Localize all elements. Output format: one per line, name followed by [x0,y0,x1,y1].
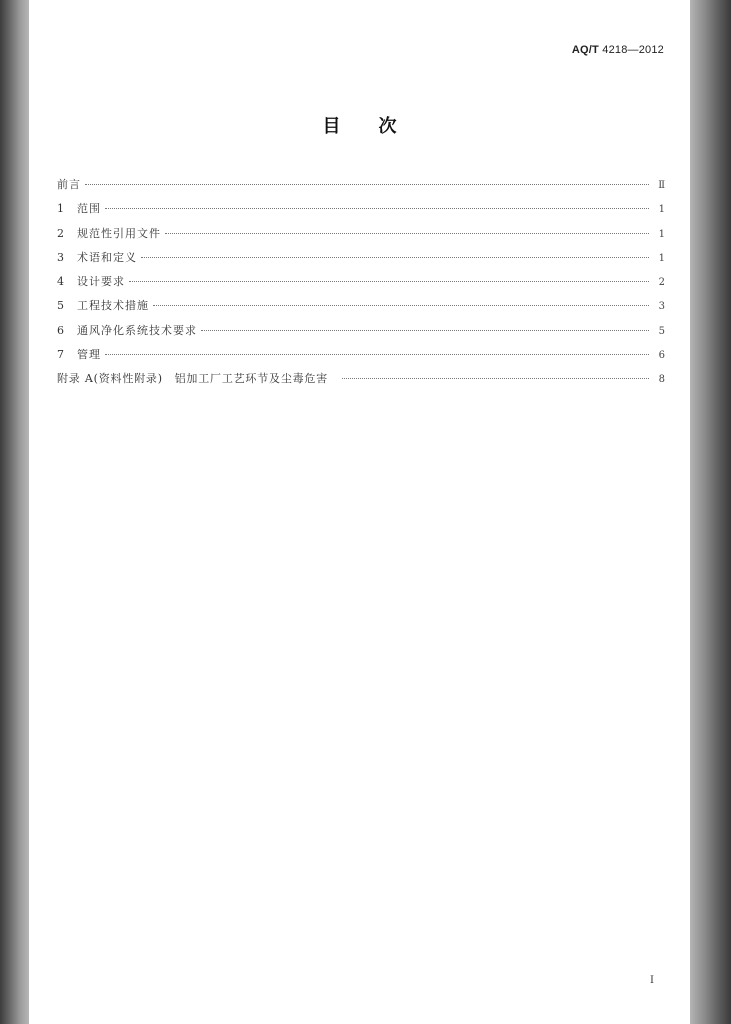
toc-leader-dots [342,378,649,379]
document-page [29,0,690,1024]
toc-entry-number: 2 [57,226,64,240]
toc-leader-dots [105,208,649,209]
toc-leader-dots [201,330,649,331]
toc-entry-label: 附录 A(资料性附录) 铝加工厂工艺环节及尘毒危害 [57,372,329,386]
toc-entry-number: 4 [57,275,64,289]
standard-code [572,44,664,56]
toc-leader-dots [165,233,649,234]
toc-entry-page: 1 [658,228,665,240]
toc-entry-appendix-a[interactable] [57,370,665,394]
toc-entry-page: 1 [658,252,665,264]
toc-entry-label: 工程技术措施 [77,299,149,313]
toc-entry-number: 5 [57,299,64,313]
toc-leader-dots [153,305,649,306]
toc-entry-engineering-measures[interactable] [57,297,665,321]
toc-entry-page: 3 [658,301,665,313]
toc-entry-page: 6 [658,350,665,362]
toc-entry-design-requirements[interactable] [57,273,665,297]
standard-number: 4218—2012 [602,44,664,56]
table-of-contents [57,176,665,395]
toc-entry-number: 1 [57,202,64,216]
toc-entry-label: 前言 [57,178,81,191]
toc-leader-dots [141,257,649,258]
toc-entry-scope[interactable] [57,200,665,224]
toc-entry-normative-references[interactable] [57,225,665,249]
toc-entry-page: 5 [658,325,665,337]
toc-entry-number: 6 [57,323,64,337]
toc-entry-number: 7 [57,348,64,362]
toc-leader-dots [105,354,649,355]
page-title: 目次 [322,116,435,137]
toc-entry-label: 通风净化系统技术要求 [77,323,197,337]
toc-entry-ventilation-requirements[interactable] [57,322,665,346]
toc-entry-terms-definitions[interactable] [57,249,665,273]
toc-entry-preface[interactable] [57,176,665,200]
page-number: Ⅰ [650,975,654,986]
toc-entry-number: 3 [57,250,64,264]
toc-entry-label: 规范性引用文件 [77,226,161,240]
toc-entry-page: 8 [658,374,665,386]
toc-entry-label: 术语和定义 [77,250,137,264]
standard-prefix: AQ/T [571,44,599,56]
toc-entry-label: 设计要求 [77,275,125,289]
toc-entry-page: 2 [658,277,665,289]
toc-entry-management[interactable] [57,346,665,370]
toc-entry-label: 管理 [77,348,101,362]
toc-entry-label: 范围 [77,202,101,216]
toc-entry-page: Ⅱ [658,180,665,191]
toc-leader-dots [129,281,649,282]
toc-leader-dots [85,184,649,185]
toc-entry-page: 1 [658,204,665,216]
